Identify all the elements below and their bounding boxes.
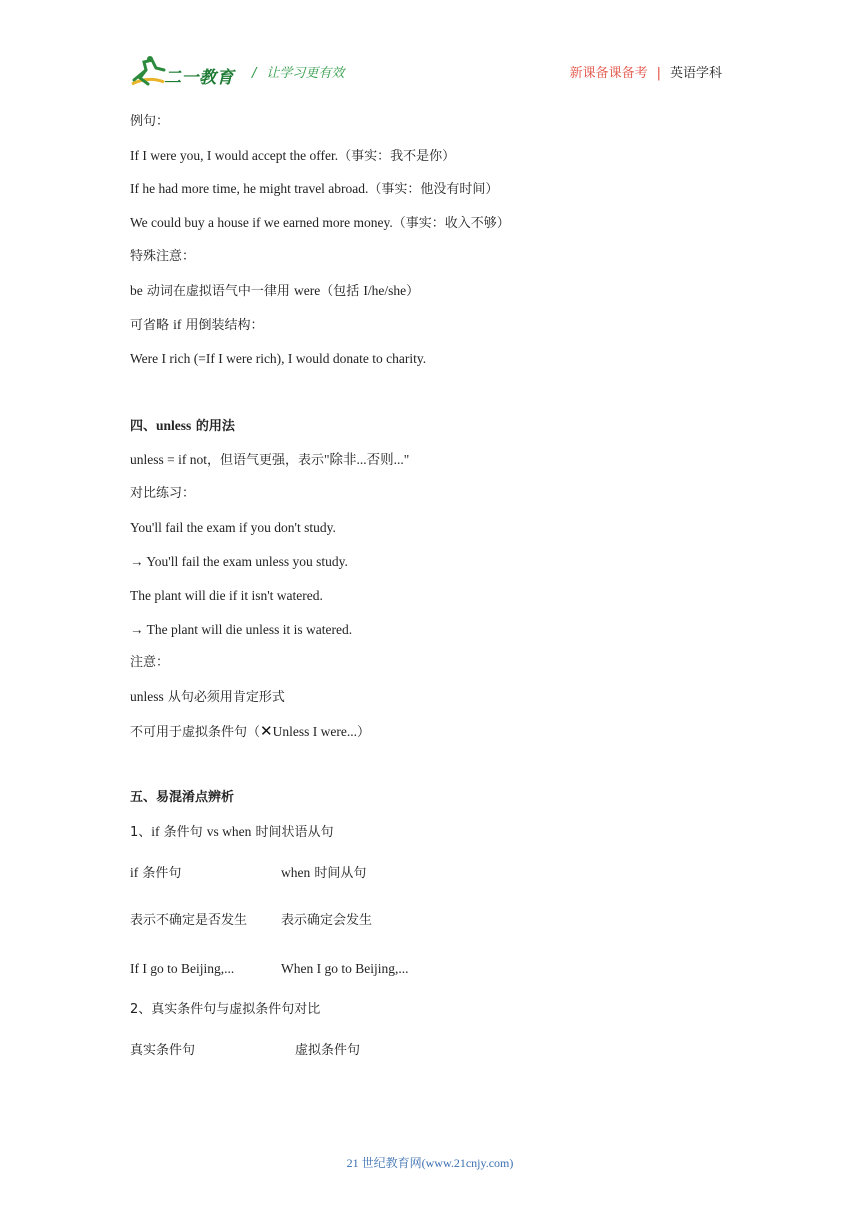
- unless-note: [130, 688, 285, 707]
- cross-icon: ✕: [260, 722, 273, 740]
- slogan-separator: /: [252, 66, 257, 81]
- note-text: were: [294, 283, 321, 298]
- example-en: If I were you, I would accept the offer.: [130, 148, 339, 163]
- subsection-text: vs when: [206, 824, 252, 839]
- header-separator: |: [656, 66, 661, 81]
- note-text: 从句必须用肯定形式: [163, 690, 285, 705]
- compare-heading: 对比练习：: [130, 486, 196, 501]
- cell-text: when: [281, 865, 311, 880]
- slogan-text: 让学习更有效: [266, 66, 345, 81]
- inversion-example: Were I rich (=If I were rich), I would donate to charity.: [130, 351, 427, 366]
- table-cell: 虚拟条件句: [295, 1043, 361, 1058]
- note-text: ）: [406, 284, 420, 299]
- subsection-text: if: [151, 824, 160, 839]
- table-cell: 表示不确定是否发生: [130, 913, 248, 928]
- logo: [130, 56, 238, 90]
- definition-quote: "除非...否则...": [324, 452, 410, 467]
- course-label: 新课备课备考: [569, 66, 648, 81]
- example-en: We could buy a house if we earned more money.: [130, 215, 393, 230]
- subject-label: 英语学科: [669, 66, 722, 81]
- compare-sentence: The plant will die if it isn't watered.: [130, 588, 323, 603]
- note-text: 用倒装结构：: [181, 318, 264, 333]
- compare-sentence: You'll fail the exam if you don't study.: [130, 520, 336, 535]
- page-footer: 21 世纪教育网(www.21cnjy.com): [346, 1156, 514, 1170]
- cell-text: 条件句: [138, 866, 182, 881]
- subsection-title: [130, 823, 334, 842]
- unless-definition: [130, 451, 409, 470]
- header-course-info: [570, 62, 722, 81]
- subsection-title: 2、真实条件句与虚拟条件句对比: [130, 1002, 321, 1017]
- note-text: 不可用于虚拟条件句（: [130, 725, 261, 740]
- section-title-text: 的用法: [191, 419, 235, 434]
- definition-cn: ，但语气更强，表示: [207, 453, 325, 468]
- note-heading: 注意：: [130, 655, 170, 670]
- table-cell: When I go to Beijing,...: [281, 961, 409, 976]
- section-number: 四、: [130, 419, 157, 434]
- note-were: [130, 282, 419, 301]
- subsection-text: 条件句: [159, 825, 207, 840]
- note-text: Unless I were...: [272, 724, 357, 739]
- example-sentence: [130, 180, 498, 199]
- section-title: 五、易混淆点辨析: [130, 790, 235, 805]
- subsection-text: 时间状语从句: [251, 825, 334, 840]
- note-text: 动词在虚拟语气中一律用: [142, 284, 295, 299]
- definition-en: unless = if not: [130, 452, 207, 467]
- compare-sentence: → The plant will die unless it is watered.: [130, 622, 353, 637]
- table-cell: If I go to Beijing,...: [130, 961, 235, 976]
- header-slogan: [252, 62, 344, 81]
- example-sentence: [130, 147, 455, 166]
- table-cell: 表示确定会发生: [281, 913, 373, 928]
- note-text: ）: [356, 725, 370, 740]
- example-sentence: [130, 214, 510, 233]
- example-cn: （事实：他没有时间）: [368, 182, 499, 197]
- runner-logo-icon: [130, 56, 166, 88]
- table-cell: 真实条件句: [130, 1043, 196, 1058]
- note-text: be: [130, 283, 143, 298]
- cell-text: 时间从句: [310, 866, 367, 881]
- example-heading: 例句：: [130, 114, 170, 129]
- note-heading: 特殊注意：: [130, 249, 196, 264]
- note-text: I/he/she: [363, 283, 407, 298]
- section-keyword: unless: [156, 418, 192, 433]
- table-cell: [130, 864, 181, 883]
- note-inversion: [130, 316, 264, 335]
- cell-text: if: [130, 865, 139, 880]
- unless-note: [130, 722, 370, 742]
- note-text: unless: [130, 689, 164, 704]
- section-title: [130, 417, 235, 436]
- example-en: If he had more time, he might travel abroad.: [130, 181, 369, 196]
- logo-text: 二一教育: [164, 68, 234, 88]
- note-text: （包括: [320, 284, 364, 299]
- example-cn: （事实：收入不够）: [392, 216, 510, 231]
- page-header: [0, 0, 860, 100]
- note-text: 可省略: [130, 318, 174, 333]
- note-text: if: [173, 317, 182, 332]
- example-cn: （事实：我不是你）: [338, 149, 456, 164]
- table-cell: [281, 864, 366, 883]
- compare-sentence: → You'll fail the exam unless you study.: [130, 554, 348, 569]
- subsection-number: 1、: [130, 825, 152, 840]
